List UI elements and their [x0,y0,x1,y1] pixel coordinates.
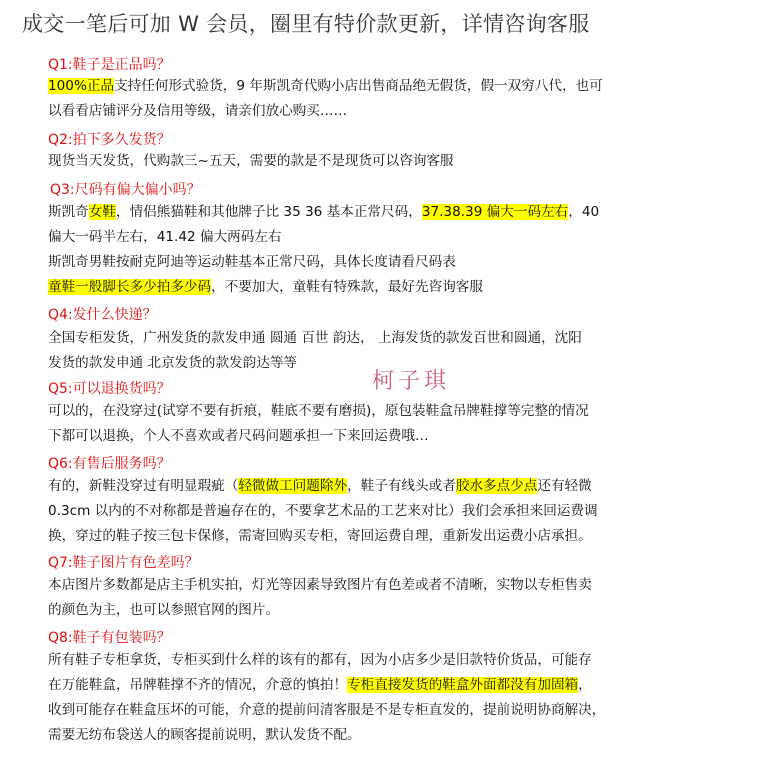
faq-answer-5 [48,399,716,449]
answer-line [48,598,716,623]
answer-text: 偏大一码半左右，41.42 偏大两码左右 [48,229,282,245]
answer-text: 发货的款发申通 北京发货的款发韵达等等 [48,355,298,371]
faq-question-1: Q1:鞋子是正品吗？ [48,57,171,73]
answer-line [48,200,716,225]
faq-answer-1 [48,74,716,124]
answer-line [48,250,716,275]
answer-text: 需要无纺布袋送人的顾客提前说明，默认发货不配。 [48,727,361,743]
faq-answer-3 [48,200,716,300]
answer-text: ，40 [568,204,600,220]
answer-text: 斯凯奇 [48,204,89,220]
answer-line [48,474,716,499]
answer-text: 斯凯奇男鞋按耐克阿迪等运动鞋基本正常尺码，具体长度请看尺码表 [48,254,456,270]
answer-line [48,275,716,300]
answer-line [48,326,716,351]
faq-answer-6 [48,474,716,549]
answer-line [48,673,716,698]
answer-text: 以看看店铺评分及信用等级，请亲们放心购买…… [48,103,348,119]
answer-text: ， [578,677,592,693]
faq-question-2: Q2:拍下多久发货？ [48,132,171,148]
answer-text: 下都可以退换，个人不喜欢或者尺码问题承担一下来回运费哦… [48,428,429,444]
highlight-text: 专柜直接发货的鞋盒外面都没有加固箱 [347,677,579,693]
answer-line [48,74,716,99]
answer-text: ，情侣熊猫鞋和其他牌子比 35 36 基本正常尺码， [115,204,422,220]
answer-text: 所有鞋子专柜拿货，专柜买到什么样的该有的都有，因为小店多少是旧款特价货品，可能存 [48,652,592,668]
watermark-stamp: 柯子琪 [372,369,451,394]
answer-line [48,723,716,748]
page-title: 成交一笔后可加 W 会员，圈里有特价款更新，详情咨询客服 [22,12,590,36]
faq-answer-8 [48,648,716,748]
highlight-text: 100%正品 [48,78,115,94]
answer-text: 现货当天发货，代购款三~五天，需要的款是不是现货可以咨询客服 [48,153,454,169]
highlight-text: 胶水多点少点 [455,478,538,494]
answer-line [48,648,716,673]
answer-text: 的颜色为主，也可以参照官网的图片。 [48,602,280,618]
answer-text: ，不要加大，童鞋有特殊款，最好先咨询客服 [211,279,483,295]
answer-line [48,524,716,549]
answer-line [48,424,716,449]
faq-question-6: Q6:有售后服务吗？ [48,456,171,472]
answer-text: 收到可能存在鞋盒压坏的可能，介意的提前问清客服是不是专柜直发的，提前说明协商解决， [48,702,606,718]
answer-text: 全国专柜发货，广州发货的款发申通 圆通 百世 韵达， 上海发货的款发百世和圆通，沈阳 [48,330,582,346]
highlight-text: 轻微做工问题除外 [238,478,348,494]
highlight-text: 童鞋一般脚长多少拍多少码 [48,279,212,295]
answer-text: 0.3cm 以内的不对称都是普遍存在的，不要拿艺术品的工艺来对比）我们会承担来回运费调 [48,503,598,519]
faq-answer-7 [48,573,716,623]
answer-text: 换，穿过的鞋子按三包卡保修，需寄回购买专柜，寄回运费自理，重新发出运费小店承担。 [48,528,592,544]
answer-text: 还有轻微 [537,478,592,494]
answer-line [48,149,716,174]
faq-question-8: Q8:鞋子有包装吗？ [48,630,171,646]
answer-text: 可以的，在没穿过(试穿不要有折痕，鞋底不要有磨损)，原包装鞋盒吊牌鞋撑等完整的情况 [48,403,589,419]
answer-line [48,399,716,424]
answer-line [48,499,716,524]
answer-line [48,99,716,124]
answer-text: ，鞋子有线头或者 [347,478,456,494]
highlight-text: 女鞋 [88,204,116,220]
faq-question-3: Q3:尺码有偏大偏小吗？ [50,182,201,198]
faq-question-7: Q7:鞋子图片有色差吗？ [48,555,199,571]
answer-text: 在万能鞋盒，吊牌鞋撑不齐的情况，介意的慎拍！ [48,677,348,693]
faq-answer-2 [48,149,716,174]
answer-line [48,573,716,598]
answer-text: 本店图片多数都是店主手机实拍，灯光等因素导致图片有色差或者不清晰，实物以专柜售卖 [48,577,592,593]
highlight-text: 37.38.39 偏大一码左右 [421,204,569,220]
answer-text: 支持任何形式验货，9 年斯凯奇代购小店出售商品绝无假货，假一双穷八代，也可 [114,78,603,94]
faq-question-5: Q5:可以退换货吗？ [48,381,171,397]
answer-text: 有的，新鞋没穿过有明显瑕疵（ [48,478,239,494]
answer-line [48,225,716,250]
faq-question-4: Q4:发什么快递？ [48,307,157,323]
answer-line [48,698,716,723]
